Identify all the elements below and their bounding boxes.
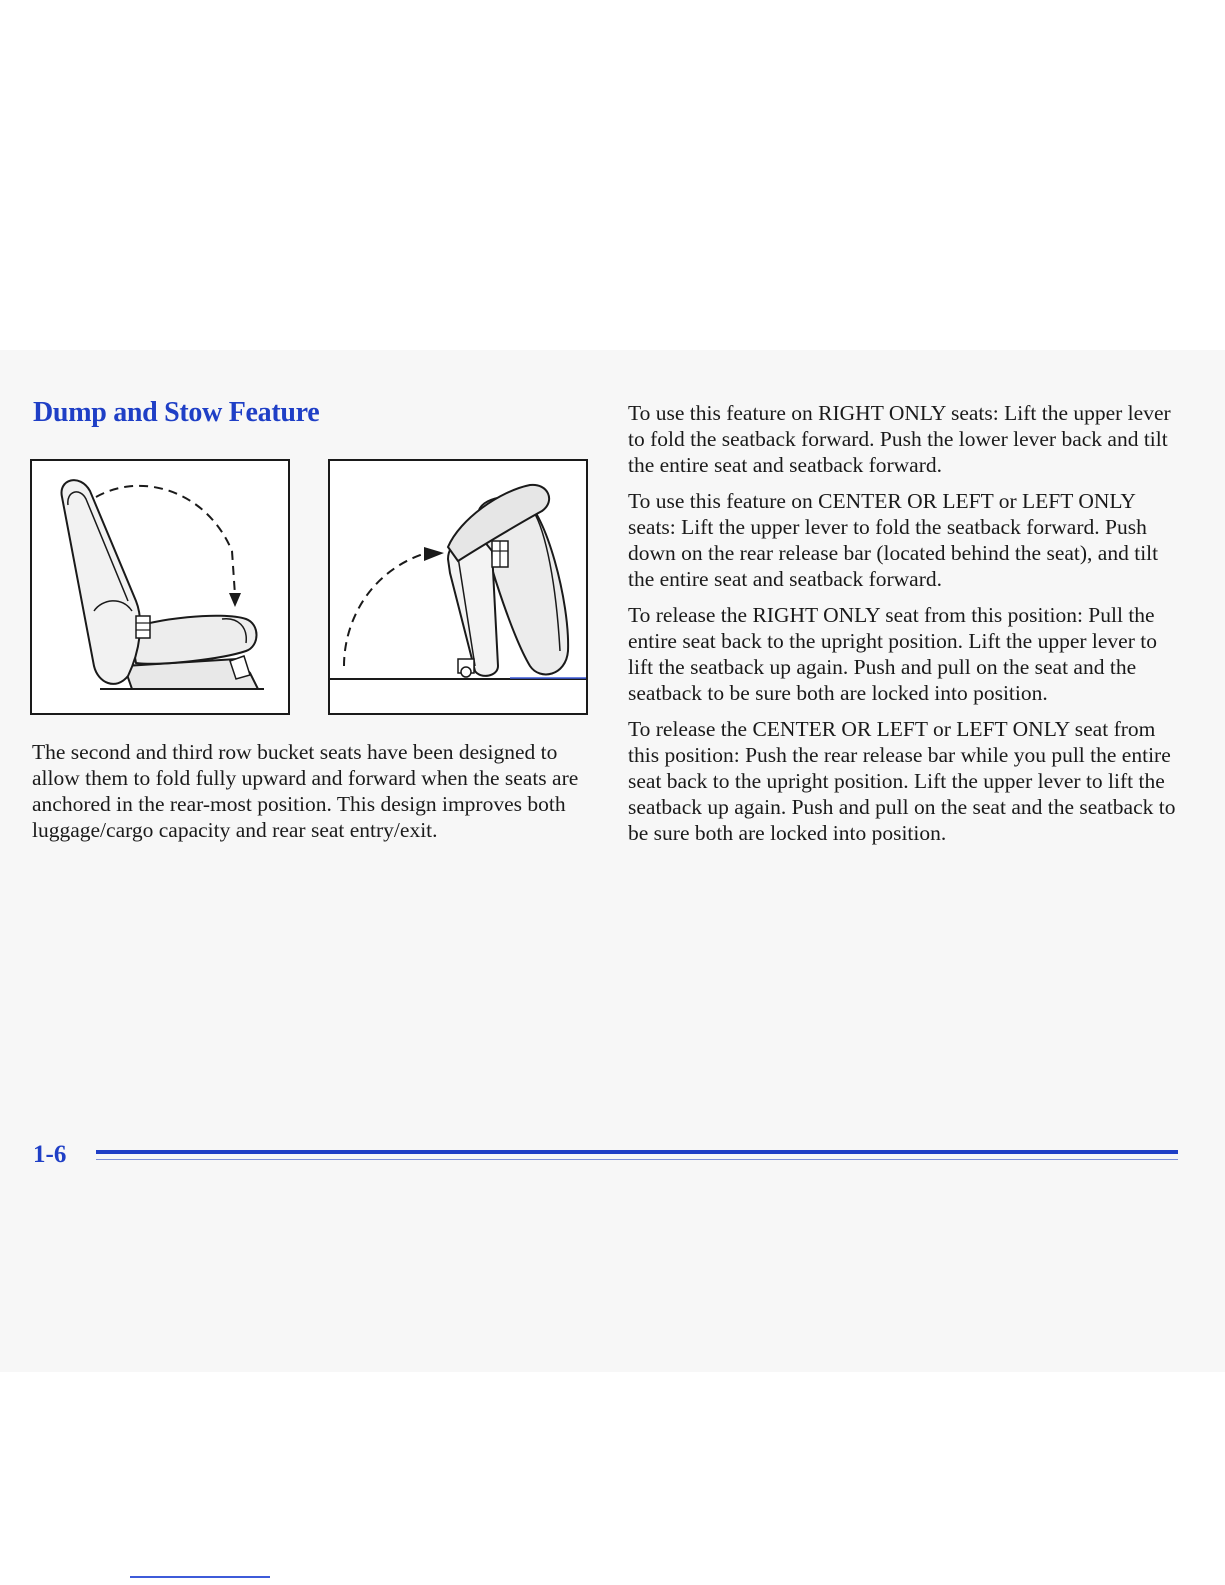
instruction-paragraph-right-only-use: To use this feature on RIGHT ONLY seats: Lift the upper lever to fold the seatback forward. Push the lower lever back and tilt the entire seat and seatback forward.: [628, 401, 1171, 477]
seat-folding-forward-diagram: [30, 459, 290, 715]
seat-tilt-illustration: [330, 461, 586, 713]
page-number: 1-6: [33, 1141, 67, 1168]
seat-tilted-forward-diagram: [328, 459, 588, 715]
instruction-paragraph-center-left-use: To use this feature on CENTER OR LEFT or LEFT ONLY seats: Lift the upper lever to fold the seatback forward. Push down on the rear release bar (located behind the seat), and tilt the entire seat and seatback forward.: [628, 489, 1159, 591]
instruction-paragraph-right-only-release: To release the RIGHT ONLY seat from this position: Pull the entire seat back to the upright position. Lift the upper lever to lift the seatback up again. Push and pull on the seat and the seatback to be sure both are locked into position.: [628, 603, 1157, 705]
section-heading: Dump and Stow Feature: [33, 397, 320, 428]
bottom-edge-line: [130, 1576, 270, 1578]
instructions-column: [628, 400, 1180, 856]
seat-fold-illustration: [32, 461, 288, 713]
footer-rule-thin: [96, 1159, 1178, 1160]
intro-paragraph: The second and third row bucket seats have been designed to allow them to fold fully upward and forward when the seats are anchored in the rear-most position. This design improves both luggage/cargo capacity and rear seat entry/exit.: [32, 740, 579, 842]
footer-rule: [96, 1150, 1178, 1154]
manual-page: [0, 350, 1225, 1372]
instruction-paragraph-center-left-release: To release the CENTER OR LEFT or LEFT ONLY seat from this position: Push the rear release bar while you pull the entire seat back to the upright position. Lift the upper lever to lift the seatback up again. Push and pull on the seat and the seatback to be sure both are locked into position.: [628, 717, 1176, 845]
